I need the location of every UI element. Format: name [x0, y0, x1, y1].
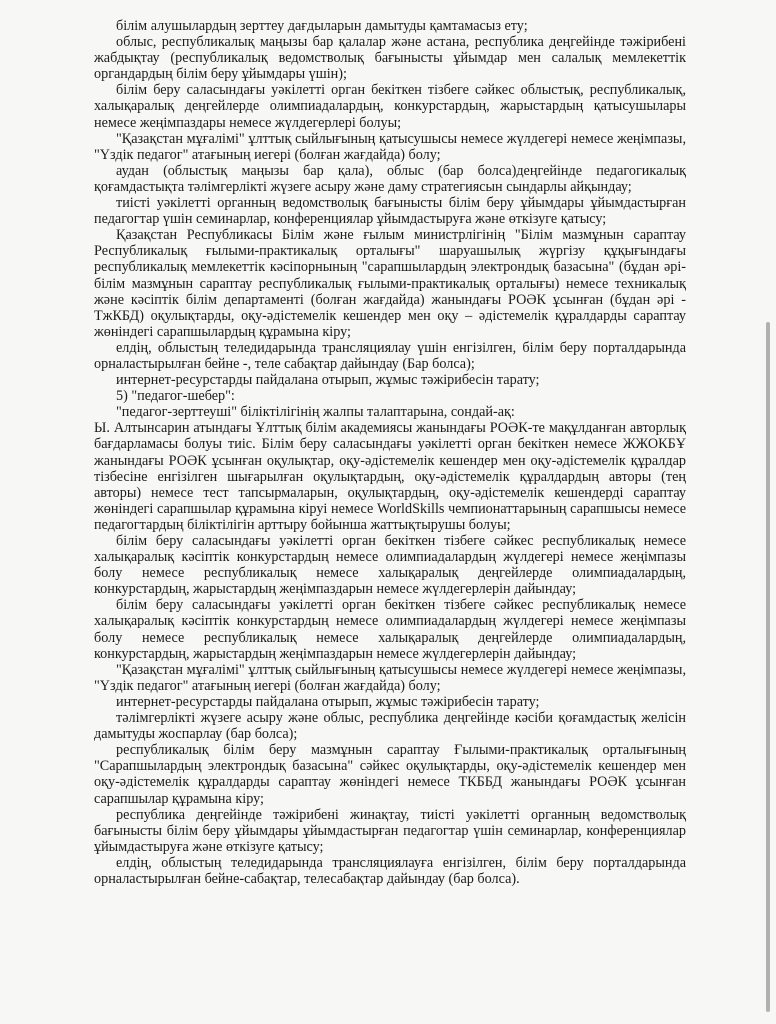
paragraph-6: тиісті уәкілетті органның ведомстволық бағынысты білім беру ұйымдары ұйымдастырған педагогтар үшін семинарлар, конференциялар ұйымдастыруға және өткізуге қатысу; — [94, 195, 686, 228]
paragraph-11: "педагог-зерттеуші" біліктілігінің жалпы талаптарына, сондай-ақ: — [116, 404, 515, 421]
paragraph-19: республика деңгейінде тәжірибені жинақтау, тиісті уәкілетті органның ведомстволық бағынысты білім беру ұйымдары ұйымдастырған педагогтар үшін семинарлар, конференциялар ұйымдастыруға және өткізуге қатысу; — [94, 806, 686, 855]
paragraph-5: аудан (облыстық маңызы бар қала), облыс (бар болса)деңгейінде педагогикалық қоғамдастықта тәлімгерлікті жүзеге асыру және даму стратегиясын сындарлы айқындау; — [94, 162, 686, 195]
paragraph-17: тәлімгерлікті жүзеге асыру және облыс, республика деңгейінде кәсіби қоғамдастық желісін дамытуды жоспарлау (бар болса); — [94, 710, 686, 743]
paragraph-3: білім беру саласындағы уәкілетті орган бекіткен тізбеге сәйкес облыстық, республикалық, халықаралық деңгейлерде олимпиадалардың, конкурстардың, жарыстардың қатысушылары немесе жеңімпаздары немесе жүлдегерлері болуы; — [94, 82, 686, 131]
paragraph-20: елдің, облыстың теледидарында трансляциялауға енгізілген, білім беру порталдарында орналастырылған бейне-сабақтар, телесабақтар дайындау (бар болса). — [94, 854, 686, 887]
scrollbar-thumb[interactable] — [766, 322, 770, 1012]
paragraph-13: білім беру саласындағы уәкілетті орган бекіткен тізбеге сәйкес республикалық немесе халықаралық кәсіптік конкурстардың немесе олимпиадалардың жүлдегері немесе жеңімпазы болу немесе республикалық немесе халықаралық деңгейлерде олимпиадалардың, конкурстардың, жарыстардың жеңімпаздарын немесе жүлдегерлерін дайындау; — [94, 533, 686, 598]
paragraph-2: облыс, республикалық маңызы бар қалалар және астана, республика деңгейінде тәжірибені жабдықтау (республикалық ведомстволық бағынысты ұйымдар мен салалық мемлекеттік органдардың білім беру ұйымдары үшін); — [94, 34, 686, 83]
paragraph-9: интернет-ресурстарды пайдалана отырып, жұмыс тәжірибесін тарату; — [116, 372, 540, 389]
paragraph-1: білім алушылардың зерттеу дағдыларын дамытуды қамтамасыз ету; — [116, 18, 528, 34]
paragraph-4: "Қазақстан мұғалімі" ұлттық сыйлығының қатысушысы немесе жүлдегері немесе жеңімпазы, "Үздік педагог" атағының иегері (болған жағдайда) болу; — [94, 130, 686, 163]
paragraph-16: интернет-ресурстарды пайдалана отырып, жұмыс тәжірибесін тарату; — [116, 693, 540, 710]
paragraph-8: елдің, облыстың теледидарында трансляциялау үшін енгізілген, білім беру порталдарында орналастырылған бейне -, теле сабақтар дайындау (Бар болса); — [94, 339, 686, 372]
paragraph-7: Қазақстан Республикасы Білім және ғылым министрлігінің "Білім мазмұнын сараптау Республикалық ғылыми-практикалық орталығы" шаруашылық жүргізу құқығындағы республикалық мемлекеттік кәсіпорнының "сарапшылардың электрондық базасына" (бұдан әрі-білім мазмұнын сараптау республикалық ғылыми-практикалық орталығы) немесе техникалық және кәсіптік білім департаменті (болған жағдайда) жанындағы РОӘК ұсынған (бұдан әрі - ТжКБД) оқулықтарды, оқу-әдістемелік кешендер мен оқу – әдістемелік құралдарды сараптау жөніндегі сарапшылардың құрамына кіру; — [94, 227, 686, 340]
paragraph-15: "Қазақстан мұғалімі" ұлттық сыйлығының қатысушысы немесе жүлдегері немесе жеңімпазы, "Үздік педагог" атағының иегері (болған жағдайда) болу; — [94, 661, 686, 694]
paragraph-14: білім беру саласындағы уәкілетті орган бекіткен тізбеге сәйкес республикалық немесе халықаралық кәсіптік конкурстардың немесе олимпиадалардың жүлдегері немесе жеңімпазы болу немесе республикалық немесе халықаралық деңгейлерде олимпиадалардың, конкурстардың, жарыстардың жеңімпаздарын немесе жүлдегерлерін дайындау; — [94, 597, 686, 662]
paragraph-18: республикалық білім беру мазмұнын сараптау Ғылыми-практикалық орталығының "Сарапшылардың электрондық базасына" сәйкес оқулықтарды, оқу-әдістемелік кешендер мен оқу-әдістемелік құралдарды сараптау жөніндегі немесе ТКББД жанындағы РОӘК ұсынған сарапшылар құрамына кіру; — [94, 742, 686, 807]
section-heading-5: 5) "педагог-шебер": — [116, 388, 235, 405]
paragraph-12: Ы. Алтынсарин атындағы Ұлттық білім академиясы жанындағы РОӘК-те мақұлданған авторлық бағдарламасы болуы тиіс. Білім беру саласындағы уәкілетті орган бекіткен немесе ЖЖОКБҰ жанындағы РОӘК ұсынған оқулықтар, оқу-әдістемелік кешендер мен оқу-әдістемелік құралдар тізбесіне енгізілген шығарылған оқулықтардың, оқу-әдістемелік құралдардың авторы (тең авторы) немесе тест тапсырмаларын, оқулықтардың, оқу-әдістемелік кешендерді сараптау жөніндегі сарапшылар құрамына кіруі немесе WorldSkills чемпионаттарының сарапшысы немесе педагогтардың біліктілігін арттыру бойынша жаттықтырушы болуы; — [94, 420, 686, 533]
document-body — [94, 18, 686, 887]
